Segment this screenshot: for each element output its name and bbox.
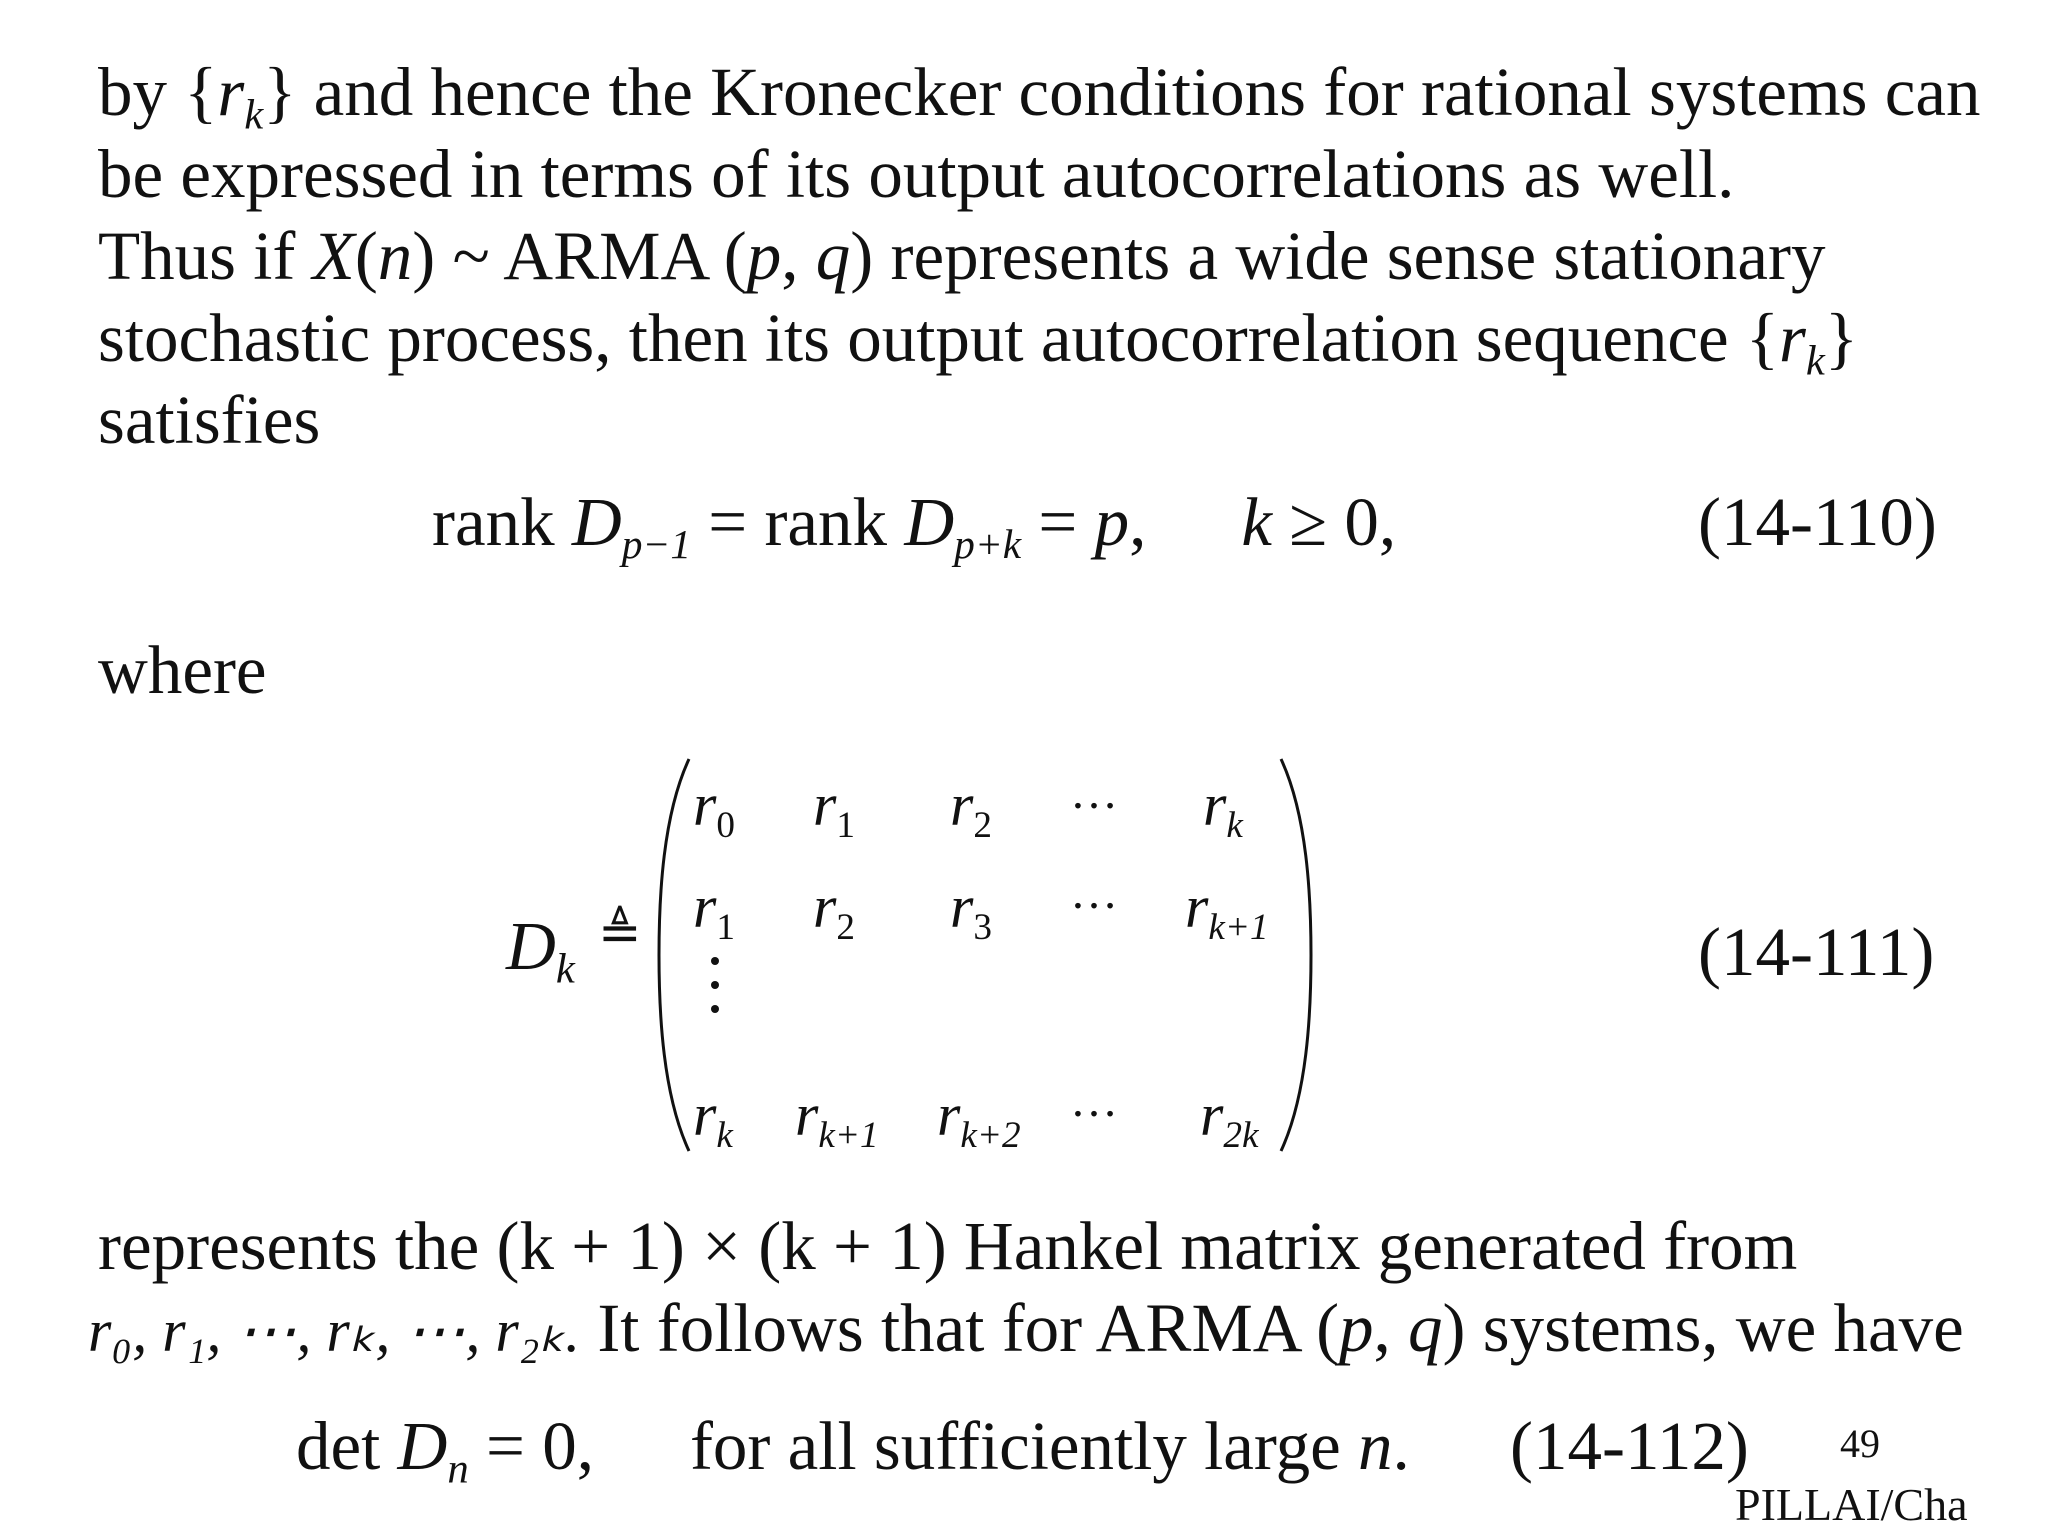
matrix-cell: $r_3$ — [950, 874, 992, 948]
matrix-vdots — [711, 957, 721, 1029]
left-paren — [655, 755, 695, 1155]
equation-number-14-111: (14-111) — [1698, 914, 1935, 990]
matrix-cell: $r_{k+1}$ — [795, 1082, 879, 1156]
footer-author: PILLAI/Cha — [1735, 1479, 1968, 1530]
matrix-cell: $r_0$ — [693, 772, 735, 846]
right-paren — [1275, 755, 1315, 1155]
text-line-3: Thus if X(n) ~ ARMA (p, q) represents a wide sense stationary — [98, 218, 1826, 294]
matrix-hdots: … — [1070, 1074, 1122, 1127]
matrix-cell: $r_1$ — [693, 874, 735, 948]
text-line-1: by $\{r_k\}$ and hence the Kronecker conditions for rational systems can — [98, 54, 1981, 139]
defined-as-symbol: ≜ — [598, 905, 642, 962]
equation-14-110: rank $D_{p-1}$ = rank $D_{p+k} = p$, k ≥ 0, — [432, 484, 1397, 568]
equation-number-14-110: (14-110) — [1698, 484, 1937, 560]
matrix-cell: $r_k$ — [693, 1082, 733, 1156]
matrix-hdots: … — [1070, 866, 1122, 919]
matrix-lhs: $D_k$ — [506, 908, 575, 993]
matrix-cell: $r_{k+2}$ — [937, 1082, 1021, 1156]
text-line-5: satisfies — [98, 382, 321, 458]
equation-number-14-112: (14-112) — [1510, 1408, 1749, 1484]
text-line-4: stochastic process, then its output autocorrelation sequence $\{r_k\}$ — [98, 300, 1858, 385]
hankel-matrix — [655, 755, 1315, 1155]
text-line-2: be expressed in terms of its output autocorrelations as well. — [98, 136, 1735, 212]
text-line-6: represents the (k + 1) × (k + 1) Hankel matrix generated from — [98, 1208, 1798, 1284]
matrix-cell: $r_2$ — [950, 772, 992, 846]
matrix-cell: $r_2$ — [813, 874, 855, 948]
where-label: where — [98, 632, 267, 708]
matrix-hdots: … — [1070, 766, 1122, 819]
equation-14-112: $\det D_n = 0$, for all sufficiently large n. — [296, 1408, 1410, 1493]
matrix-cell: $r_{k+1}$ — [1185, 874, 1269, 948]
page-number: 49 — [1840, 1421, 1880, 1466]
matrix-cell: $r_1$ — [813, 772, 855, 846]
text-line-7: r₀, r₁, ⋯, rₖ, ⋯, r₂ₖ. It follows that for ARMA (p, q) systems, we have — [88, 1290, 1964, 1366]
matrix-cell: $r_{2k}$ — [1200, 1082, 1259, 1156]
matrix-cell: $r_k$ — [1203, 772, 1243, 846]
